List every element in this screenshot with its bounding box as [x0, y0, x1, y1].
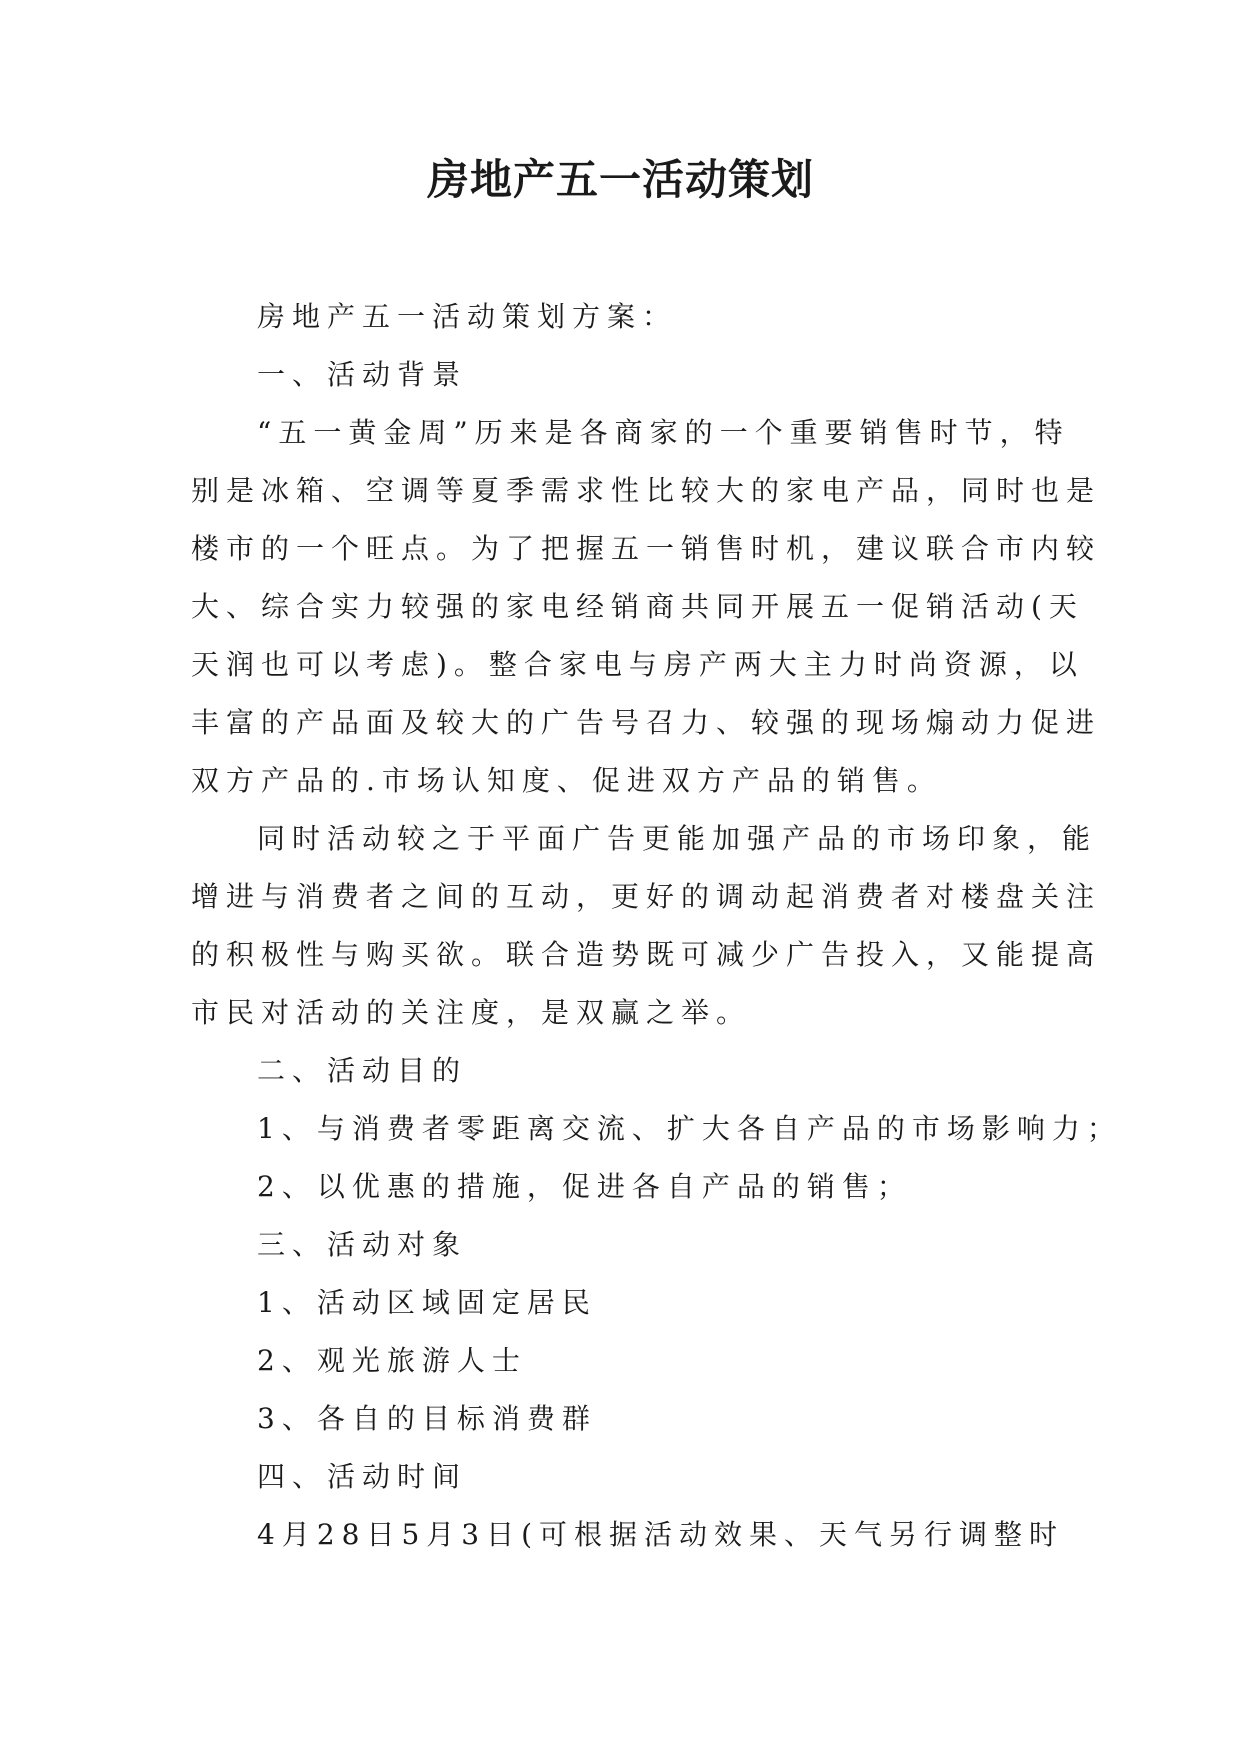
paragraph-line: 双方产品的.市场认知度、促进双方产品的销售。: [191, 764, 942, 797]
list-item: 1、活动区域固定居民: [257, 1286, 597, 1319]
paragraph-line: 4月28日5月3日(可根据活动效果、天气另行调整时: [257, 1518, 1064, 1551]
document-body: [191, 288, 1122, 1564]
paragraph-line: 别是冰箱、空调等夏季需求性比较大的家电产品，同时也是: [191, 474, 1102, 507]
list-item: 2、观光旅游人士: [257, 1344, 527, 1377]
intro-line: 房地产五一活动策划方案：: [257, 300, 678, 333]
paragraph-line: 同时活动较之于平面广告更能加强产品的市场印象，能: [257, 822, 1098, 855]
paragraph-line: 大、综合实力较强的家电经销商共同开展五一促销活动(天: [191, 590, 1084, 623]
section-heading-time: 四、活动时间: [257, 1460, 468, 1493]
list-item: 2、以优惠的措施，促进各自产品的销售；: [257, 1170, 912, 1203]
paragraph-line: 楼市的一个旺点。为了把握五一销售时机，建议联合市内较: [191, 532, 1102, 565]
paragraph-line: 市民对活动的关注度，是双赢之举。: [191, 996, 752, 1029]
paragraph-line: 天润也可以考虑)。整合家电与房产两大主力时尚资源，以: [191, 648, 1084, 681]
document-title: 房地产五一活动策划: [426, 155, 814, 204]
list-item: 1、与消费者零距离交流、扩大各自产品的市场影响力；: [257, 1112, 1122, 1145]
paragraph-line: 丰富的产品面及较大的广告号召力、较强的现场煽动力促进: [191, 706, 1102, 739]
paragraph-line: 的积极性与购买欲。联合造势既可减少广告投入，又能提高: [191, 938, 1102, 971]
section-heading-background: 一、活动背景: [257, 358, 468, 391]
section-heading-purpose: 二、活动目的: [257, 1054, 468, 1087]
paragraph-line: 增进与消费者之间的互动，更好的调动起消费者对楼盘关注: [191, 880, 1102, 913]
list-item: 3、各自的目标消费群: [257, 1402, 597, 1435]
section-heading-audience: 三、活动对象: [257, 1228, 468, 1261]
paragraph-line: “五一黄金周”历来是各商家的一个重要销售时节，特: [257, 416, 1070, 449]
